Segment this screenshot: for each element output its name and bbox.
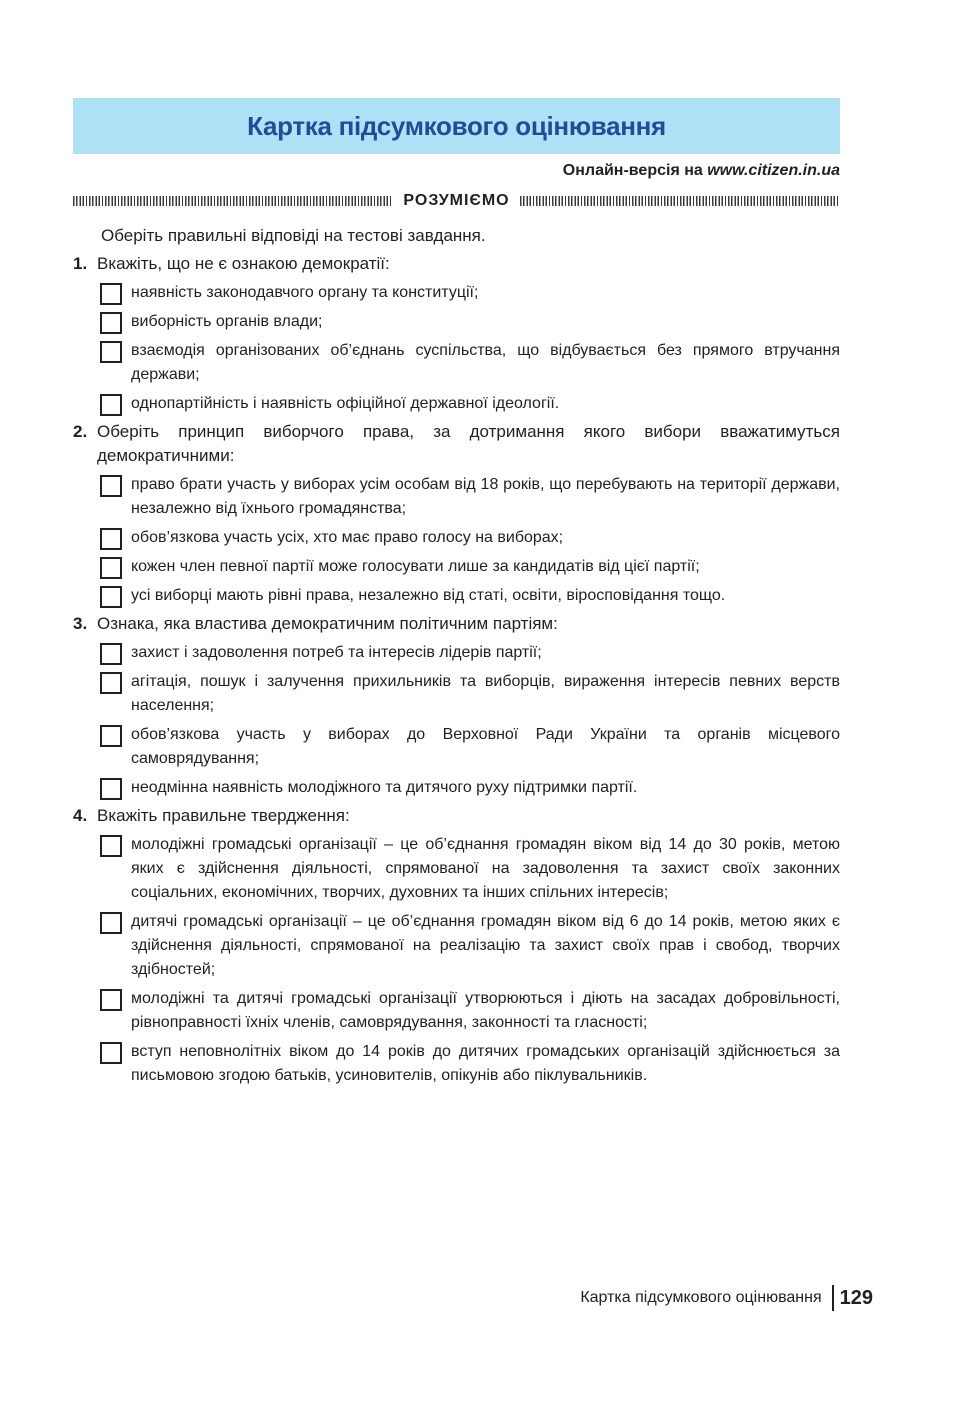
answer-option-text: усі виборці мають рівні права, незалежно від статі, освіти, віросповідання тощо. <box>131 587 726 604</box>
answer-option-text: захист і задоволення потреб та інтересів лідерів партії; <box>131 644 542 661</box>
page-number: 129 <box>839 1286 873 1309</box>
answer-option[interactable] <box>100 584 840 608</box>
answer-option[interactable] <box>100 776 840 800</box>
answer-option-text: молодіжні громадські організації – це об’єднання громадян віком від 14 до 30 років, метою яких є здійснення діяльності, спрямованої на задоволення та захист своїх законних соціальних, економічних, творчих, духовних та інших спільних інтересів; <box>131 836 840 901</box>
answer-checkbox[interactable] <box>100 1042 122 1064</box>
answer-option[interactable] <box>100 392 840 416</box>
answer-option[interactable] <box>100 473 840 521</box>
answer-option-text: агітація, пошук і залучення прихильників та виборців, вираження інтересів певних верств населення; <box>131 673 840 714</box>
question-prompt: Оберіть принцип виборчого права, за дотримання якого вибори вважатимуться демократичними: <box>97 422 840 465</box>
answer-checkbox[interactable] <box>100 912 122 934</box>
page-footer <box>580 1284 873 1312</box>
stripe-decoration-right <box>520 196 840 206</box>
question-number: 3. <box>73 614 88 633</box>
answer-option-text: виборність органів влади; <box>131 313 323 330</box>
answer-option[interactable] <box>100 723 840 771</box>
stripe-decoration-left <box>73 196 393 206</box>
answer-checkbox[interactable] <box>100 528 122 550</box>
question-text <box>73 420 840 468</box>
answer-option[interactable] <box>100 339 840 387</box>
answer-option-text: дитячі громадські організації – це об’єднання громадян віком від 6 до 14 років, метою яких є здійснення діяльності, спрямованої на реалізацію та захист своїх прав і свобод, творчих здібностей; <box>131 913 840 978</box>
answer-option-text: обов’язкова участь у виборах до Верховної Ради України та органів місцевого самоврядування; <box>131 726 840 767</box>
question-4 <box>73 804 840 1088</box>
answer-option-text: неодмінна наявність молодіжного та дитячого руху підтримки партії. <box>131 779 638 796</box>
answer-option-text: наявність законодавчого органу та конституції; <box>131 284 479 301</box>
answer-option[interactable] <box>100 1040 840 1088</box>
question-text <box>73 612 840 636</box>
answer-option-text: однопартійність і наявність офіційної державної ідеології. <box>131 395 560 412</box>
question-number: 4. <box>73 806 88 825</box>
answer-checkbox[interactable] <box>100 283 122 305</box>
answer-checkbox[interactable] <box>100 989 122 1011</box>
page-content <box>73 98 840 1088</box>
instructions: Оберіть правильні відповіді на тестові завдання. <box>101 226 486 245</box>
answer-checkbox[interactable] <box>100 475 122 497</box>
online-label: Онлайн-версія на <box>562 162 703 179</box>
answer-option[interactable] <box>100 910 840 982</box>
answer-option-text: право брати участь у виборах усім особам від 18 років, що перебувають на території держави, незалежно від їхнього громадянства; <box>131 476 840 517</box>
footer-title: Картка підсумкового оцінювання <box>580 1289 822 1306</box>
answer-checkbox[interactable] <box>100 672 122 694</box>
answer-option-text: вступ неповнолітніх віком до 14 років до дитячих громадських організацій здійснюється за письмовою згодою батьків, усиновителів, опікунів або піклувальників. <box>131 1043 840 1084</box>
answer-checkbox[interactable] <box>100 835 122 857</box>
online-version-line <box>73 160 840 182</box>
answer-option[interactable] <box>100 310 840 334</box>
title-bar <box>73 98 840 154</box>
answer-option-text: кожен член певної партії може голосувати лише за кандидатів від цієї партії; <box>131 558 700 575</box>
question-prompt: Ознака, яка властива демократичним політичним партіям: <box>97 614 558 633</box>
answer-checkbox[interactable] <box>100 312 122 334</box>
answer-option-text: взаємодія організованих об’єднань суспільства, що відбувається без прямого втручання держави; <box>131 342 840 383</box>
question-text <box>73 804 840 828</box>
answer-checkbox[interactable] <box>100 725 122 747</box>
question-prompt: Вкажіть правильне твердження: <box>97 806 350 825</box>
answer-option[interactable] <box>100 670 840 718</box>
page-title: Картка підсумкового оцінювання <box>247 110 666 141</box>
question-list <box>73 252 840 1088</box>
question-1 <box>73 252 840 416</box>
answer-option[interactable] <box>100 555 840 579</box>
question-number: 1. <box>73 254 88 273</box>
question-3 <box>73 612 840 800</box>
answer-checkbox[interactable] <box>100 778 122 800</box>
answer-option[interactable] <box>100 526 840 550</box>
answer-checkbox[interactable] <box>100 643 122 665</box>
answer-option[interactable] <box>100 987 840 1035</box>
question-prompt: Вкажіть, що не є ознакою демократії: <box>97 254 390 273</box>
answer-checkbox[interactable] <box>100 341 122 363</box>
answer-option-text: обов’язкова участь усіх, хто має право голосу на виборах; <box>131 529 564 546</box>
answer-checkbox[interactable] <box>100 557 122 579</box>
section-label: РОЗУМІЄМО <box>403 192 510 209</box>
online-url-link[interactable]: www.citizen.in.ua <box>707 162 840 179</box>
question-number: 2. <box>73 422 88 441</box>
answer-option-text: молодіжні та дитячі громадські організації утворюються і діють на засадах добровільності, рівноправності їхніх членів, самоврядування, законності та гласності; <box>131 990 840 1031</box>
answer-checkbox[interactable] <box>100 586 122 608</box>
answer-option[interactable] <box>100 833 840 905</box>
answer-option[interactable] <box>100 641 840 665</box>
question-2 <box>73 420 840 608</box>
question-text <box>73 252 840 276</box>
answer-option[interactable] <box>100 281 840 305</box>
section-separator <box>73 192 840 210</box>
answer-checkbox[interactable] <box>100 394 122 416</box>
